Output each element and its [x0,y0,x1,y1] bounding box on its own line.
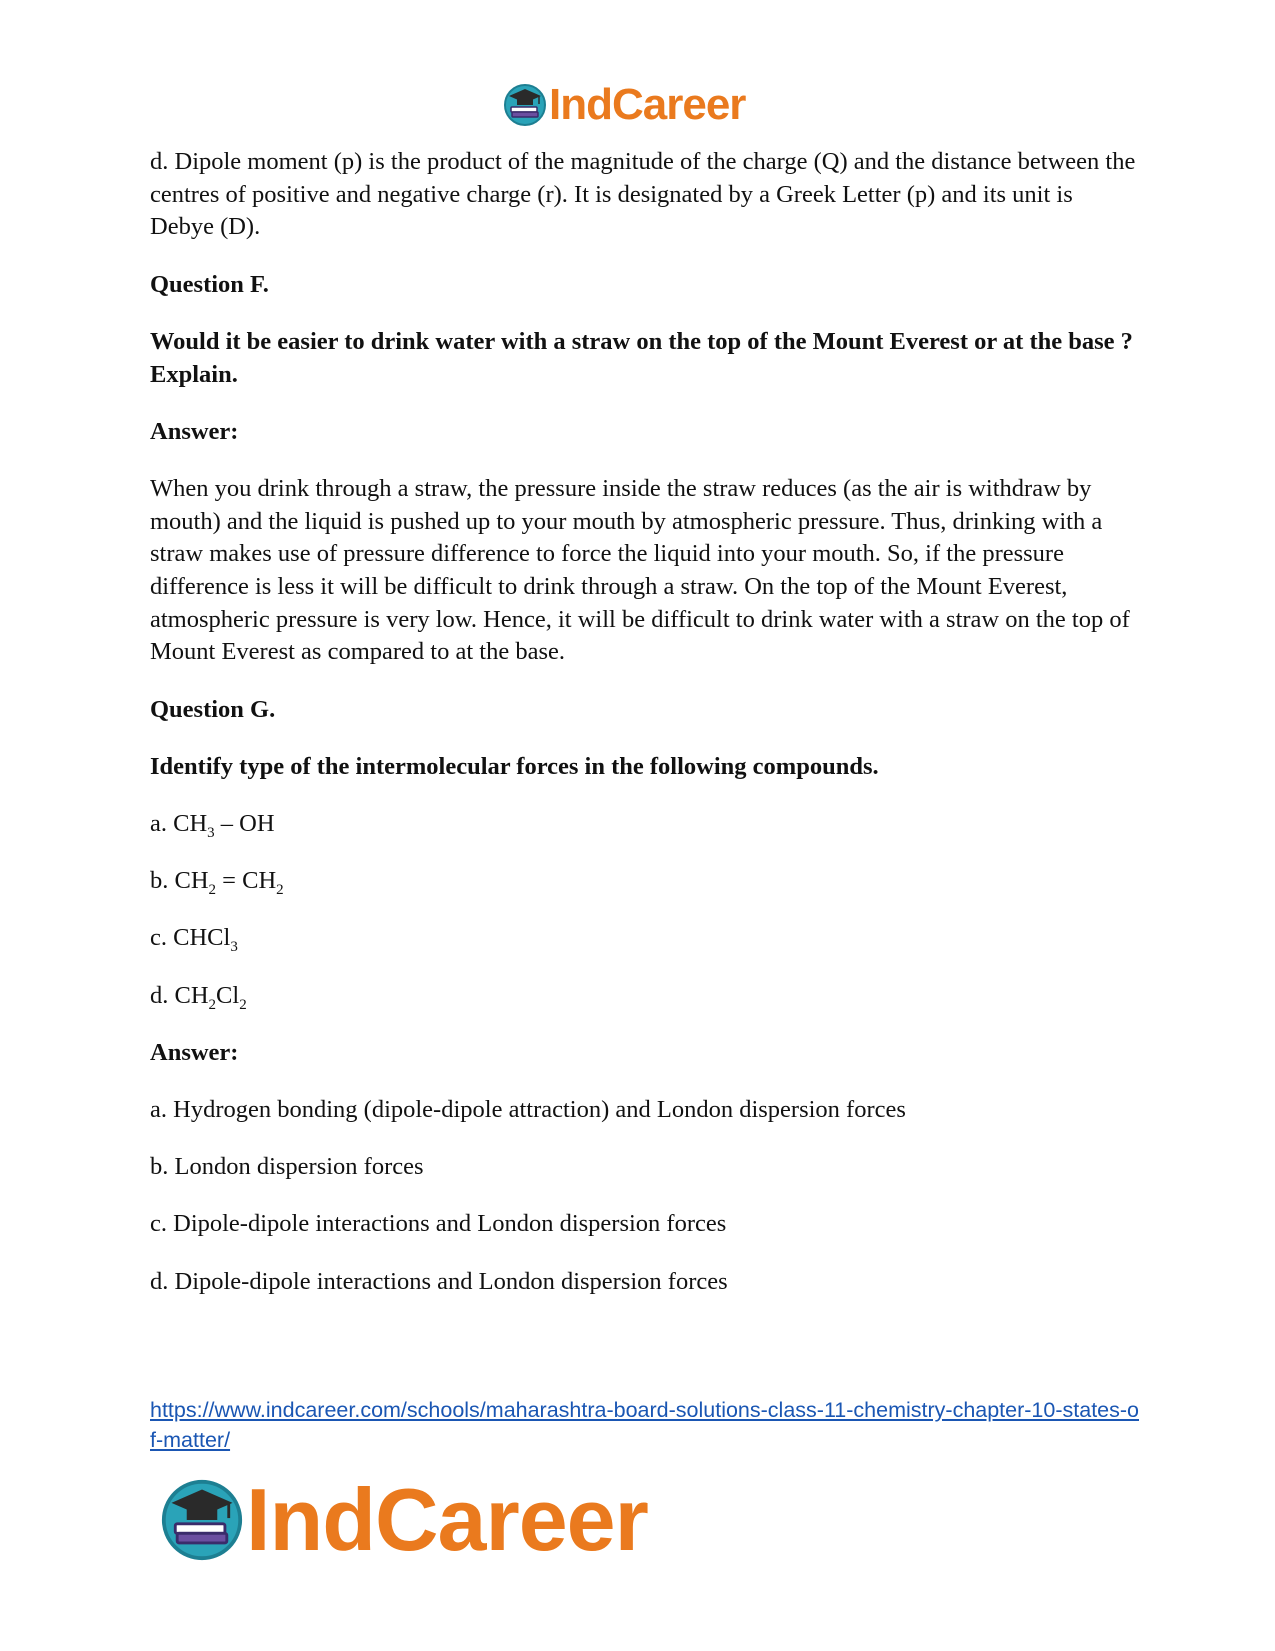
question-g-text: Identify type of the intermolecular forces in the following compounds. [150,752,879,780]
logo-text: IndCareer [549,80,746,129]
document-body [150,146,1140,1323]
answer-g-item: d. Dipole-dipole interactions and London dispersion forces [150,1267,728,1295]
dipole-definition-paragraph: d. Dipole moment (p) is the product of the magnitude of the charge (Q) and the distance between the centres of positive and negative charge (r). It is designated by a Greek Letter (p) and its unit is Debye (D). [150,148,1136,241]
compound-d: d. $CH_2Cl_2$ [150,981,247,1013]
compound-c: c. CHCl$_3$ [150,924,238,956]
answer-g-item: b. London dispersion forces [150,1153,424,1181]
compound-b: b. $CH_2 = CH_2$ [150,867,284,899]
question-g-heading: Question G. [150,695,276,723]
source-link[interactable]: https://www.indcareer.com/schools/maharashtra-board-solutions-class-11-chemistry-chapter-10-states-of-matter/ [150,1398,1139,1452]
header-logo [503,80,745,130]
answer-f-label: Answer: [150,417,239,445]
compound-a: a. $CH_3$ – OH [150,810,275,841]
logo-text: IndCareer [246,1470,648,1569]
answer-g-label: Answer: [150,1038,239,1066]
graduation-cap-book-icon [503,83,547,127]
answer-g-item: a. Hydrogen bonding (dipole-dipole attraction) and London dispersion forces [150,1096,906,1124]
footer-logo [160,1472,648,1568]
graduation-cap-book-icon [160,1478,244,1562]
question-f-text: Would it be easier to drink water with a straw on the top of the Mount Everest or at the base ? Explain. [150,327,1133,388]
answer-f-text: When you drink through a straw, the pressure inside the straw reduces (as the air is withdraw by mouth) and the liquid is pushed up to your mouth by atmospheric pressure. Thus, drinking with a straw makes use of pressure difference to force the liquid into your mouth. So, if the pressure difference is less it will be difficult to drink through a straw. On the top of the Mount Everest, atmospheric pressure is very low. Hence, it will be difficult to drink water with a straw on the top of Mount Everest as compared to at the base. [150,474,1130,666]
answer-g-item: c. Dipole-dipole interactions and London dispersion forces [150,1210,727,1238]
question-f-heading: Question F. [150,270,269,298]
